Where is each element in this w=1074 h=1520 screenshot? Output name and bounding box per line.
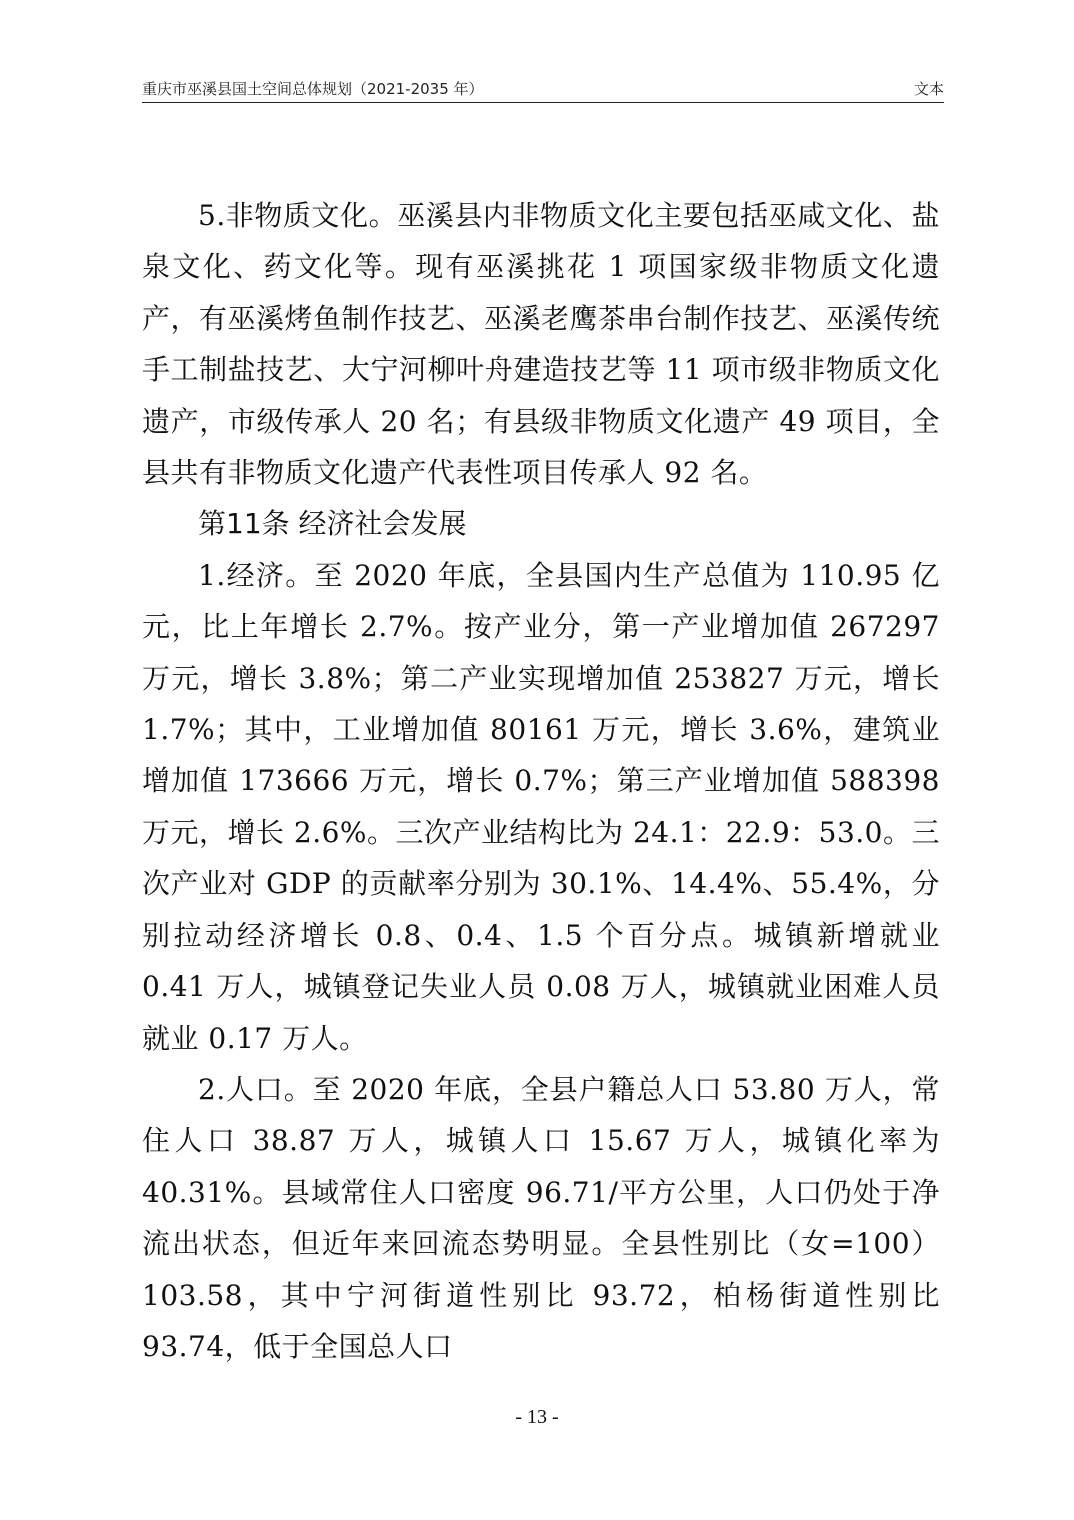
page-number: - 13 - [515, 1406, 559, 1428]
paragraph-intangible-culture: 5.非物质文化。巫溪县内非物质文化主要包括巫咸文化、盐泉文化、药文化等。现有巫溪挑花 1 项国家级非物质文化遗产，有巫溪烤鱼制作技艺、巫溪老鹰茶串台制作技艺、巫溪传统手工制盐技艺、大宁河柳叶舟建造技艺等 11 项市级非物质文化遗产，市级传承人 20 名；有县级非物质文化遗产 49 项目，全县共有非物质文化遗产代表性项目传承人 92 名。 [142, 199, 941, 490]
paragraph-population: 2.人口。至 2020 年底，全县户籍总人口 53.80 万人，常住人口 38.87 万人，城镇人口 15.67 万人，城镇化率为 40.31%。县域常住人口密度 96.71/平方公里，人口仍处于净流出状态，但近年来回流态势明显。全县性别比（女=100）103.58，其中宁河街道性别比 93.72，柏杨街道性别比 93.74，低于全国总人口 [142, 1072, 940, 1363]
document-label: 文本 [913, 80, 944, 98]
document-title: 重庆市巫溪县国土空间总体规划（2021-2035 年） [142, 80, 484, 98]
paragraph-economy: 1.经济。至 2020 年底，全县国内生产总值为 110.95 亿元，比上年增长 2.7%。按产业分，第一产业增加值 267297 万元，增长 3.8%；第二产业实现增加值 253827 万元，增长 1.7%；其中，工业增加值 80161 万元，增长 3.6%，建筑业增加值 173666 万元，增长 0.7%；第三产业增加值 588398 万元，增长 2.6%。三次产业结构比为 24.1：22.9：53.0。三次产业对 GDP 的贡献率分别为 30.1%、14.4%、55.4%，分别拉动经济增长 0.8、0.4、1.5 个百分点。城镇新增就业 0.41 万人，城镇登记失业人员 0.08 万人，城镇就业困难人员就业 0.17 万人。 [142, 558, 940, 1055]
page-content [142, 190, 940, 1372]
page-header [142, 76, 944, 103]
article-heading: 第11条 经济社会发展 [198, 507, 467, 541]
